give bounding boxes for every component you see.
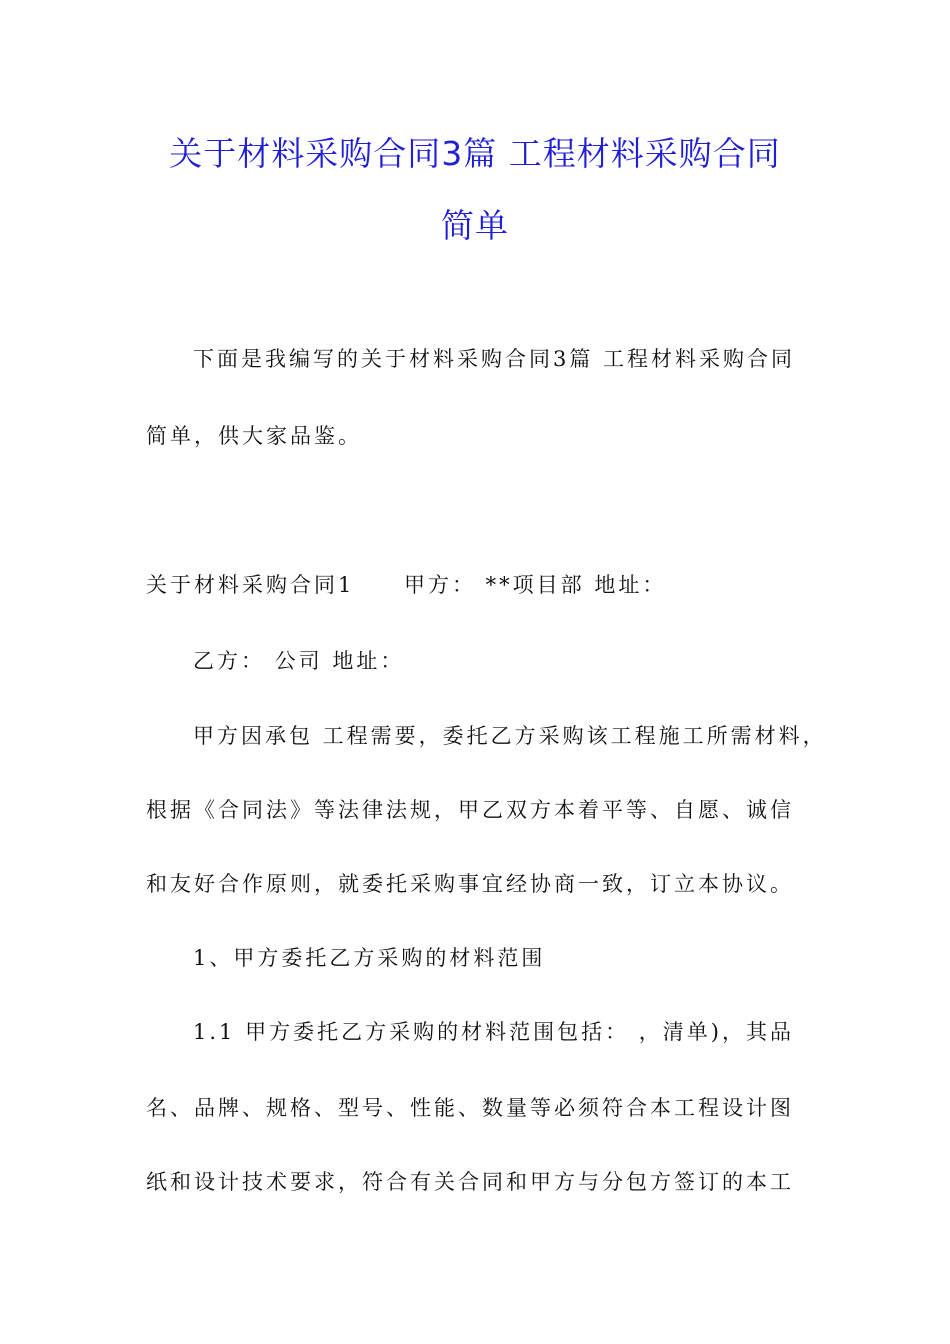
clause-1-1-line-2: 名、品牌、规格、型号、性能、数量等必须符合本工程设计图 <box>146 1096 794 1120</box>
clause-1-1-line-3: 纸和设计技术要求，符合有关合同和甲方与分包方签订的本工 <box>146 1170 794 1194</box>
party-a: 甲方： **项目部 地址： <box>404 573 667 597</box>
paragraph-1-line-2: 根据《合同法》等法律法规，甲乙双方本着平等、自愿、诚信 <box>146 798 794 822</box>
document-title-line-1: 关于材料采购合同3篇 工程材料采购合同 <box>169 134 781 173</box>
intro-line-1: 下面是我编写的关于材料采购合同3篇 工程材料采购合同 <box>193 347 796 371</box>
paragraph-1-line-3: 和友好合作原则，就委托采购事宜经协商一致，订立本协议。 <box>146 872 794 896</box>
section-heading: 关于材料采购合同1 <box>146 573 355 597</box>
intro-line-2: 简单，供大家品鉴。 <box>146 424 362 448</box>
clause-1-1-line-1: 1.1 甲方委托乙方采购的材料范围包括： ，清单)，其品 <box>193 1020 794 1044</box>
party-b: 乙方： 公司 地址： <box>193 649 405 673</box>
paragraph-1-line-1: 甲方因承包 工程需要，委托乙方采购该工程施工所需材料， <box>193 724 827 748</box>
document-title-line-2: 简单 <box>441 206 509 245</box>
clause-1-heading: 1、甲方委托乙方采购的材料范围 <box>193 946 546 970</box>
